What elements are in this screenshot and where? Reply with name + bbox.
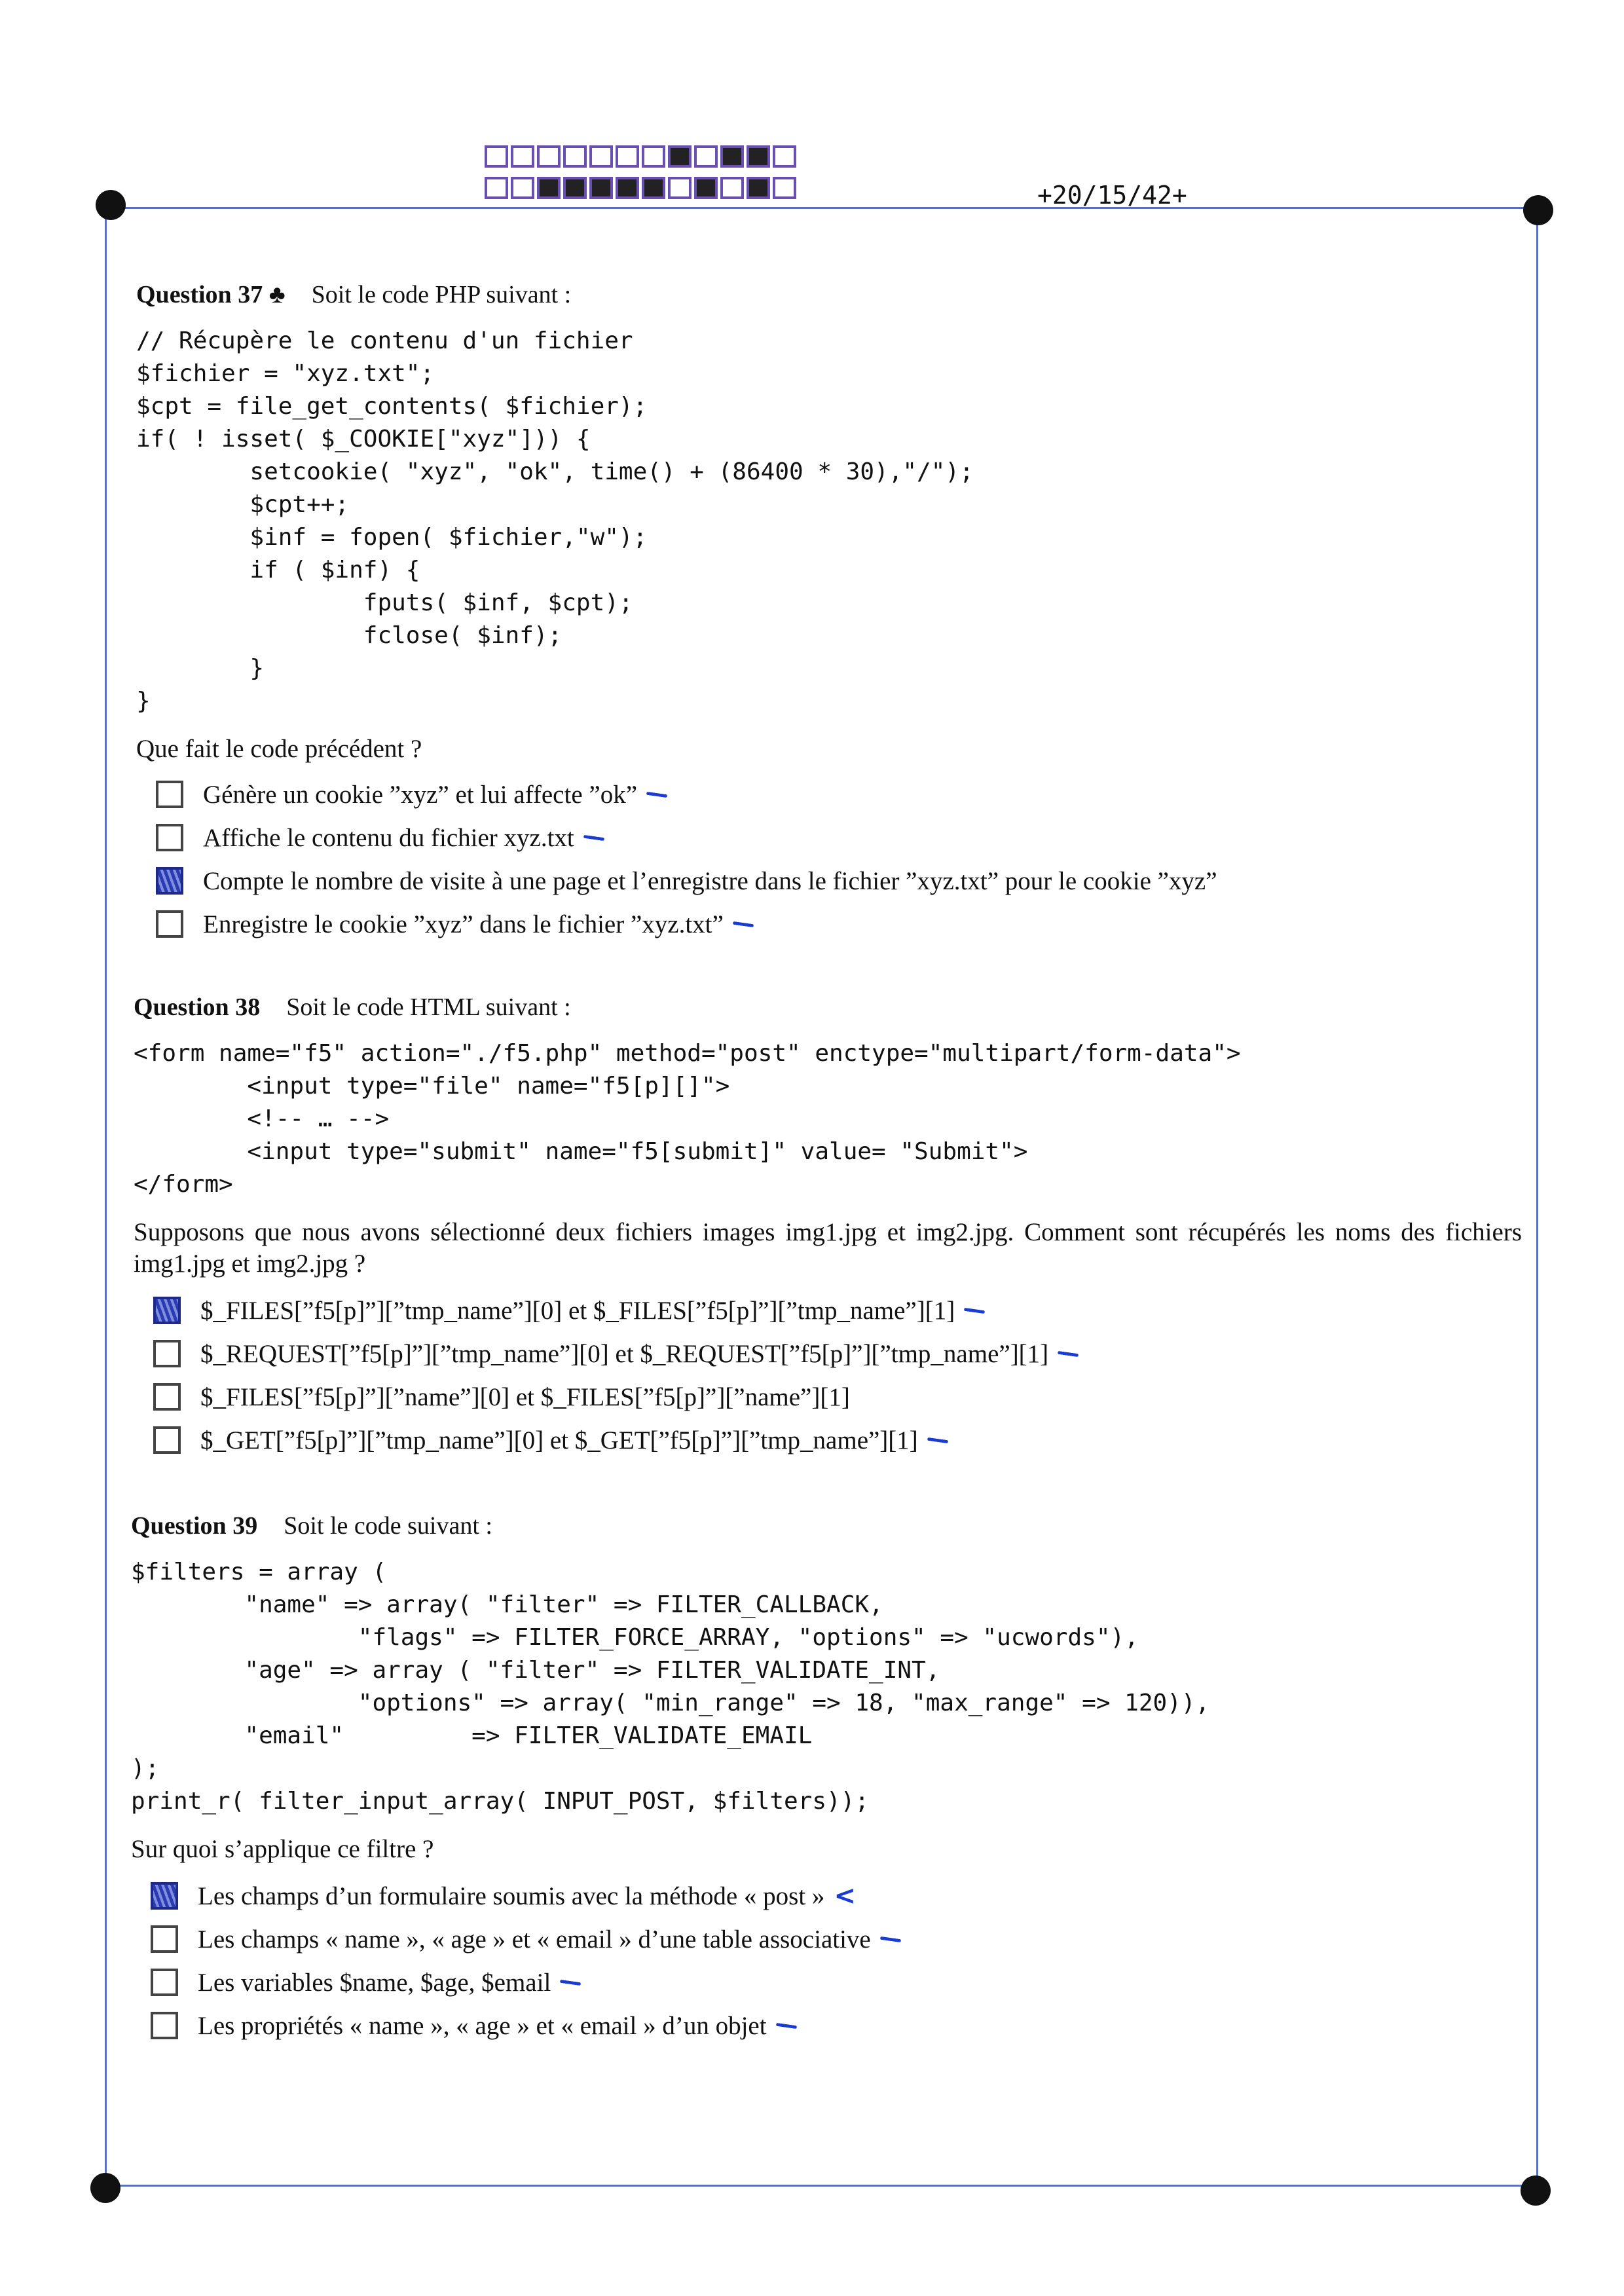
id-box[interactable]	[537, 145, 561, 168]
question-37-code: // Récupère le contenu d'un fichier $fichier = "xyz.txt"; $cpt = file_get_contents( $fichier); if( ! isset( $_COOKIE["xyz"])) { setcookie( "xyz", "ok", time() + (86400 * 30),"/"); $cpt++; $inf = fopen( $fichier,"w"); if ( $inf) { fputs( $inf, $cpt); fclose( $inf); } }	[136, 327, 974, 714]
answer-choice[interactable]	[156, 816, 1518, 859]
page-frame-bottom	[105, 2185, 1539, 2187]
question-38-code: <form name="f5" action="./f5.php" method="post" enctype="multipart/form-data"> <input type="file" name="f5[p][]"> <!-- … --> <input type="submit" name="f5[submit]" value= "Submit"> </form>	[134, 1040, 1241, 1198]
page-frame-top	[113, 207, 1538, 209]
answer-choice[interactable]	[151, 1961, 1519, 2004]
page-frame-right	[1536, 212, 1538, 2187]
corner-marker-tr	[1523, 195, 1553, 225]
student-id-grid-row-1	[485, 145, 799, 168]
grader-dash-mark	[646, 791, 667, 797]
question-37-choices	[156, 773, 1518, 946]
answer-choice[interactable]	[153, 1289, 1522, 1332]
corner-marker-br	[1521, 2176, 1551, 2206]
answer-checkbox[interactable]	[153, 1426, 181, 1454]
grader-angle-mark: <	[834, 1881, 856, 1911]
answer-checkbox[interactable]	[156, 781, 183, 808]
id-box[interactable]	[563, 177, 587, 199]
id-box[interactable]	[720, 145, 744, 168]
answer-text: Les variables $name, $age, $email	[198, 1968, 551, 1997]
id-box[interactable]	[668, 177, 692, 199]
answer-text: Les champs « name », « age » et « email » d’une table associative	[198, 1925, 871, 1953]
grader-dash-mark	[775, 2022, 796, 2028]
question-38-label: Question 38	[134, 993, 261, 1021]
question-39-choices	[151, 1874, 1519, 2047]
grader-dash-mark	[880, 1936, 901, 1942]
answer-choice[interactable]	[156, 859, 1518, 902]
answer-text: $_GET[”f5[p]”][”tmp_name”][0] et $_GET[”f5[p]”][”tmp_name”][1]	[200, 1426, 918, 1454]
grader-dash-mark	[733, 921, 754, 927]
question-37-intro: Soit le code PHP suivant :	[311, 281, 572, 308]
answer-text: Génère un cookie ”xyz” et lui affecte ”ok”	[203, 780, 637, 809]
id-box[interactable]	[747, 145, 770, 168]
id-box[interactable]	[720, 177, 744, 199]
id-box[interactable]	[485, 145, 508, 168]
grader-dash-mark	[1058, 1350, 1079, 1356]
id-box[interactable]	[589, 145, 613, 168]
answer-text: $_REQUEST[”f5[p]”][”tmp_name”][0] et $_REQUEST[”f5[p]”][”tmp_name”][1]	[200, 1339, 1049, 1368]
answer-text: Les propriétés « name », « age » et « email » d’un objet	[198, 2011, 767, 2040]
corner-marker-bl	[90, 2173, 120, 2203]
answer-checkbox[interactable]	[153, 1340, 181, 1367]
answer-choice[interactable]	[153, 1332, 1522, 1375]
answer-checkbox[interactable]	[151, 2012, 178, 2039]
id-box[interactable]	[563, 145, 587, 168]
answer-choice[interactable]	[151, 2004, 1519, 2047]
answer-choice[interactable]	[153, 1375, 1522, 1418]
answer-choice[interactable]	[151, 1917, 1519, 1961]
question-39-code: $filters = array ( "name" => array( "filter" => FILTER_CALLBACK, "flags" => FILTER_FORCE_ARRAY, "options" => "ucwords"), "age" => array ( "filter" => FILTER_VALIDATE_INT, "options" => array( "min_range" => 18, "max_range" => 120)), "email" => FILTER_VALIDATE_EMAIL ); print_r( filter_input_array( INPUT_POST, $filters));	[131, 1559, 1210, 1815]
answer-text: Affiche le contenu du fichier xyz.txt	[203, 823, 574, 852]
id-box[interactable]	[537, 177, 561, 199]
id-box[interactable]	[747, 177, 770, 199]
question-39-intro: Soit le code suivant :	[284, 1512, 492, 1540]
grader-dash-mark	[583, 834, 604, 840]
answer-choice[interactable]	[151, 1874, 1519, 1917]
id-box[interactable]	[511, 177, 534, 199]
id-box[interactable]	[642, 177, 665, 199]
question-37-header	[136, 280, 1518, 309]
question-38	[134, 993, 1522, 1462]
answer-text: $_FILES[”f5[p]”][”name”][0] et $_FILES[”f5[p]”][”name”][1]	[200, 1382, 850, 1411]
id-box[interactable]	[485, 177, 508, 199]
answer-checkbox[interactable]	[156, 824, 183, 851]
answer-choice[interactable]	[156, 902, 1518, 946]
answer-text: Compte le nombre de visite à une page et l’enregistre dans le fichier ”xyz.txt” pour le cookie ”xyz”	[203, 866, 1217, 895]
grader-dash-mark	[560, 1979, 581, 1985]
answer-checkbox[interactable]	[153, 1297, 181, 1324]
id-box[interactable]	[668, 145, 692, 168]
answer-text: $_FILES[”f5[p]”][”tmp_name”][0] et $_FILES[”f5[p]”][”tmp_name”][1]	[200, 1296, 955, 1325]
id-box[interactable]	[694, 145, 718, 168]
student-id-grid-row-2	[485, 177, 799, 199]
question-38-prompt: Supposons que nous avons sélectionné deux fichiers images img1.jpg et img2.jpg. Comment sont récupérés les noms des fichiers img1.jpg et img2.jpg ?	[134, 1218, 1522, 1278]
answer-checkbox[interactable]	[153, 1383, 181, 1411]
grader-dash-mark	[964, 1307, 985, 1313]
answer-checkbox[interactable]	[151, 1925, 178, 1953]
page-frame-left	[105, 207, 107, 2187]
answer-text: Enregistre le cookie ”xyz” dans le fichier ”xyz.txt”	[203, 910, 724, 938]
question-37	[136, 280, 1518, 946]
sheet-code: +20/15/42+	[1037, 181, 1187, 210]
question-39-prompt: Sur quoi s’applique ce filtre ?	[131, 1835, 434, 1863]
question-39	[131, 1511, 1519, 2047]
corner-marker-tl	[96, 190, 126, 220]
question-38-header	[134, 993, 1522, 1022]
question-39-header	[131, 1511, 1519, 1540]
id-box[interactable]	[773, 177, 796, 199]
answer-choice[interactable]	[153, 1418, 1522, 1462]
id-box[interactable]	[616, 145, 639, 168]
id-box[interactable]	[589, 177, 613, 199]
question-39-label: Question 39	[131, 1512, 258, 1540]
answer-checkbox[interactable]	[151, 1969, 178, 1996]
answer-checkbox[interactable]	[156, 867, 183, 895]
grader-dash-mark	[927, 1437, 948, 1443]
id-box[interactable]	[773, 145, 796, 168]
id-box[interactable]	[511, 145, 534, 168]
id-box[interactable]	[642, 145, 665, 168]
question-38-intro: Soit le code HTML suivant :	[286, 993, 571, 1021]
answer-checkbox[interactable]	[151, 1882, 178, 1910]
answer-checkbox[interactable]	[156, 910, 183, 938]
question-38-choices	[153, 1289, 1522, 1462]
question-37-label: Question 37 ♣	[136, 281, 286, 308]
answer-choice[interactable]	[156, 773, 1518, 816]
question-37-prompt: Que fait le code précédent ?	[136, 735, 422, 763]
id-box[interactable]	[694, 177, 718, 199]
answer-text: Les champs d’un formulaire soumis avec la méthode « post »	[198, 1881, 825, 1910]
id-box[interactable]	[616, 177, 639, 199]
